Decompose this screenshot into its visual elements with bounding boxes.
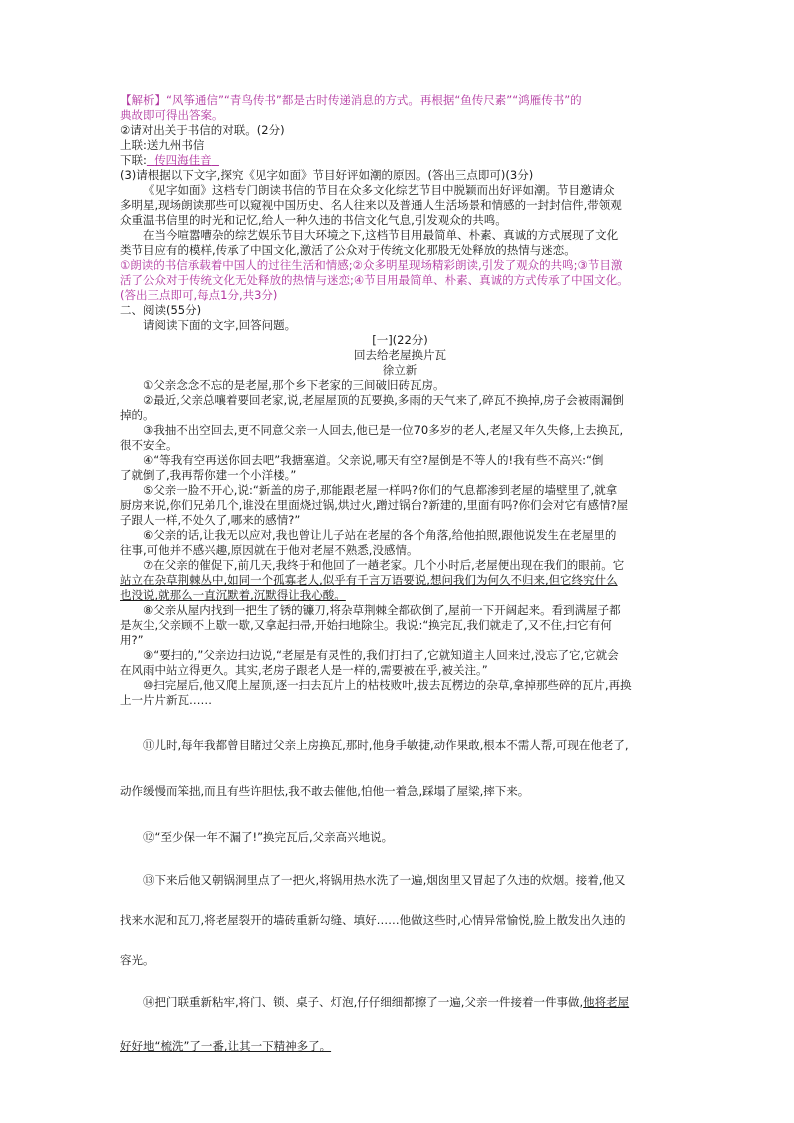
paragraph-11-line1: ⑪儿时,每年我都曾目睹过父亲上房换瓦,那时,他身手敏捷,动作果敢,根本不需人帮,可现在他老了,: [143, 738, 629, 752]
paragraph-1: ①父亲念念不忘的是老屋,那个乡下老家的三间破旧砖瓦房。: [143, 378, 445, 392]
paragraph-3-line1: ③我抽不出空回去,更不同意父亲一人回去,他已是一位70多岁的老人,老屋又年久失修,上去换瓦,: [143, 423, 624, 437]
paragraph-8-line1: ⑧父亲从屋内找到一把生了锈的镰刀,将杂草荆棘全都砍倒了,屋前一下开阔起来。看到满屋子都: [143, 603, 621, 617]
q2-lower-couplet: 下联: 传四海佳音: [120, 153, 680, 168]
paragraph-13-line1: ⑬下来后他又朝锅洞里点了一把火,将锅用热水洗了一遍,烟囱里又冒起了久违的炊烟。接着,他又: [143, 873, 626, 887]
q3-answer-line2: 活了公众对于传统文化无处释放的热情与迷恋;④节目用最简单、朴素、真诚的方式传承了中国文化。: [120, 273, 629, 287]
part-label: [一](22分): [372, 333, 428, 347]
paragraph-7-line2: 站立在杂草荆棘丛中,如同一个孤寡老人,似乎有千言万语要说,想问我们为何久不归来,但它终究什么: [120, 573, 618, 587]
paragraph-2-line1: ②最近,父亲总嚷着要回老家,说,老屋屋顶的瓦要换,多雨的天气来了,碎瓦不换掉,房子会被雨漏倒: [143, 393, 624, 407]
paragraph-14-underlined: 他将老屋: [583, 995, 630, 1009]
q2-prompt: ②请对出关于书信的对联。(2分): [120, 123, 285, 137]
paragraph-8-line2: 是灰尘,父亲顾不上歇一歇,又拿起扫帚,开始扫地除尘。我说:“换完瓦,我们就走了,又不住,扫它有何: [120, 618, 612, 632]
paragraph-12: ⑫“至少保一年不漏了!”换完瓦后,父亲高兴地说。: [143, 830, 394, 844]
article-author: 徐立新: [382, 363, 418, 377]
section-instruction: 请阅读下面的文字,回答问题。: [143, 318, 297, 332]
paragraph-5-line1: ⑤父亲一脸不开心,说:“新盖的房子,那能跟老屋一样吗?你们的气息都渗到老屋的墙壁里了,就拿: [143, 483, 618, 497]
paragraph-10-line2: 上一片片新瓦……: [120, 693, 212, 707]
paragraph-5-line2: 厨房来说,你们兄弟几个,谁没在里面烧过锅,烘过火,蹭过锅台?新建的,里面有吗?你们会对它有感情?屋: [120, 498, 629, 512]
paragraph-9-line1: ⑨“要扫的,”父亲边扫边说,“老屋是有灵性的,我们打扫了,它就知道主人回来过,没忘了它,它就会: [143, 648, 619, 662]
paragraph-11-line2: 动作缓慢而笨拙,而且有些许胆怯,我不敢去催他,怕他一着急,踩塌了屋梁,摔下来。: [120, 784, 530, 798]
paragraph-7-line3: 也没说,就那么一直沉默着,沉默得让我心酸。: [120, 588, 346, 602]
paragraph-13-line3: 容光。: [120, 953, 155, 967]
q3-prompt: (3)请根据以下文字,探究《见字如面》节目好评如潮的原因。(答出三点即可)(3分): [120, 168, 534, 182]
paragraph-6-line1: ⑥父亲的话,让我无以应对,我也曾让儿子站在老屋的各个角落,给他拍照,跟他说发生在老屋里的: [143, 528, 617, 542]
paragraph-8-line3: 用?”: [120, 633, 144, 647]
q3-para1-line1: 《见字如面》这档专门朗读书信的节目在众多文化综艺节目中脱颖而出好评如潮。节目邀请众: [143, 183, 615, 197]
q3-para2-line1: 在当今喧嚣嘈杂的综艺娱乐节目大环境之下,这档节目用最简单、朴素、真诚的方式展现了文化: [143, 228, 619, 242]
paragraph-9-line2: 在风雨中站立得更久。其实,老房子跟老人是一样的,需要被在乎,被关注。”: [120, 663, 488, 677]
analysis-line-2: 典故即可得出答案。: [120, 108, 224, 122]
analysis-label: 【解析】: [120, 93, 166, 107]
analysis-line-1: 【解析】“风筝通信”“青鸟传书”都是古时传递消息的方式。再根据“鱼传尺素”“鸿雁传书”的: [120, 93, 582, 107]
paragraph-5-line3: 子跟人一样,不处久了,哪来的感情?”: [120, 513, 301, 527]
q3-para1-line3: 众重温书信里的时光和记忆,给人一种久违的书信文化气息,引发观众的共鸣。: [120, 213, 507, 227]
q3-answer-line1: ①朗读的书信承载着中国人的过往生活和情感;②众多明星现场精彩朗读,引发了观众的共鸣;③节目激: [120, 258, 623, 272]
paragraph-14-line2: 好好地“梳洗”了一番,让其一下精神多了。: [120, 1039, 332, 1053]
q2-upper-couplet: 上联:送九州书信: [120, 138, 205, 152]
q3-para1-line2: 多明星,现场朗读那些可以窥视中国历史、名人往来以及普通人生活场景和情感的一封封信件,带领观: [120, 198, 622, 212]
paragraph-7-line1: ⑦在父亲的催促下,前几天,我终于和他回了一趟老家。几个小时后,老屋便出现在我们的眼前。它: [143, 558, 625, 572]
q3-para2-line2: 类节目应有的模样,传承了中国文化,激活了公众对于传统文化那股无处释放的热情与迷恋。: [120, 243, 576, 257]
q2-answer: 传四海佳音: [154, 153, 212, 167]
paragraph-4-line2: 了就倒了,我再帮你建一个小洋楼。”: [120, 468, 297, 482]
paragraph-4-line1: ④“等我有空再送你回去吧”我搪塞道。父亲说,哪天有空?屋倒是不等人的!我有些不高兴:“倒: [143, 453, 604, 467]
document-page: [120, 93, 680, 1068]
paragraph-3-line2: 很不安全。: [120, 438, 178, 452]
article-title: 回去给老屋换片瓦: [354, 348, 446, 362]
paragraph-13-line2: 找来水泥和瓦刀,将老屋裂开的墙砖重新勾缝、填好……他做这些时,心情异常愉悦,脸上散发出久违的: [120, 913, 626, 927]
paragraph-6-line2: 往事,可他并不感兴趣,原因就在于他对老屋不熟悉,没感情。: [120, 543, 419, 557]
paragraph-14-line1: ⑭把门联重新粘牢,将门、锁、桌子、灯泡,仔仔细细都擦了一遍,父亲一件接着一件事做,他将老屋: [143, 995, 630, 1009]
q3-answer-line3: (答出三点即可,每点1分,共3分): [120, 288, 278, 302]
paragraph-10-line1: ⑩扫完屋后,他又爬上屋顶,逐一扫去瓦片上的枯枝败叶,拔去瓦楞边的杂草,拿掉那些碎的瓦片,再换: [143, 678, 632, 692]
section-heading: 二、阅读(55分): [120, 303, 202, 317]
paragraph-2-line2: 掉的。: [120, 408, 155, 422]
